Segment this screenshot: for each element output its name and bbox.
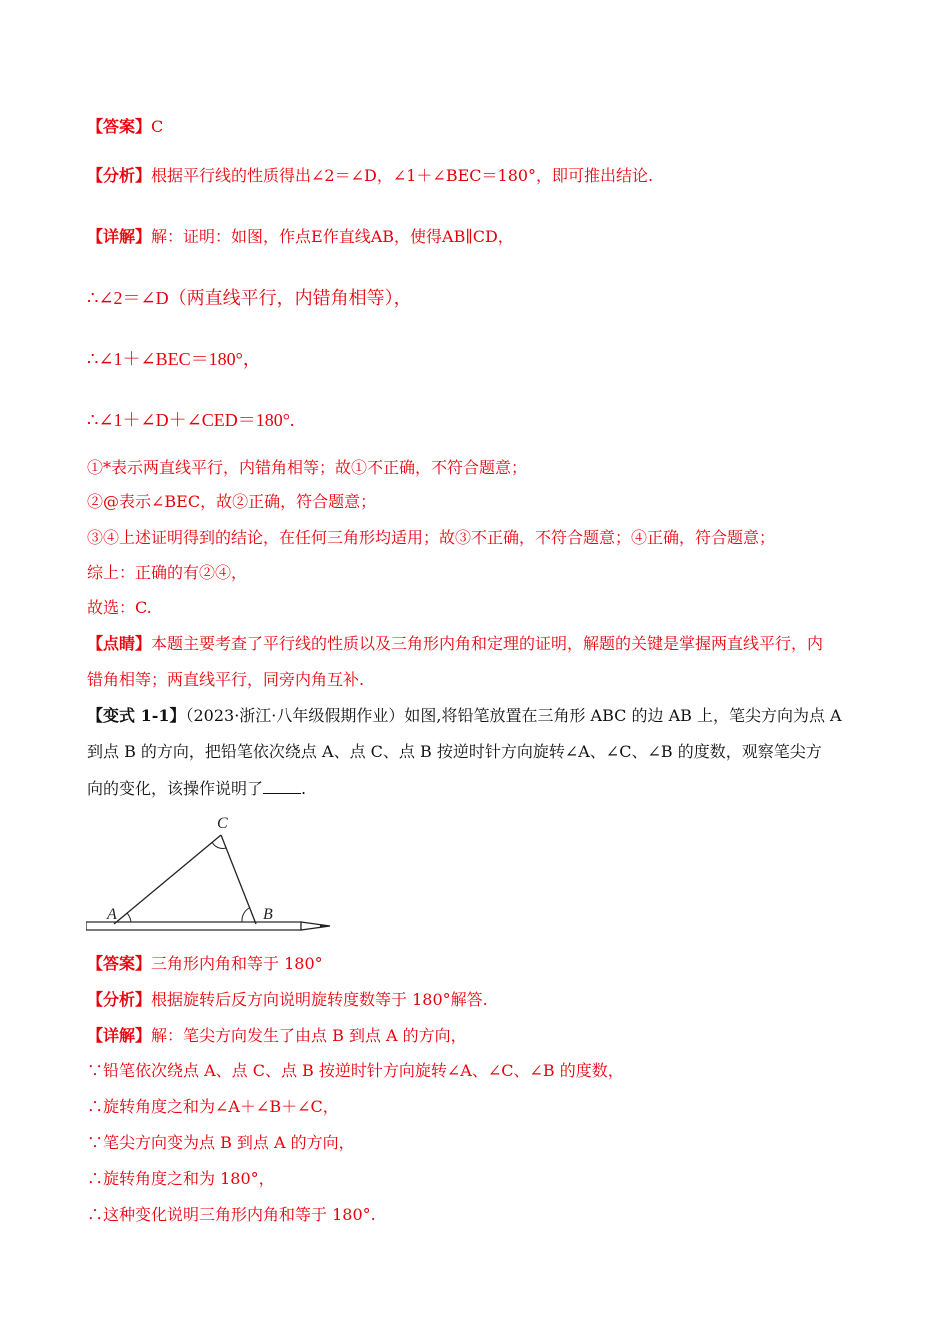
- proof-step-2: ∴∠1＋∠BEC＝180°，: [87, 349, 261, 369]
- detail2-label: 【详解】: [87, 1026, 152, 1045]
- label-b: B: [263, 906, 273, 923]
- proof-step-3: ∴∠1＋∠D＋∠CED＝180°.: [87, 410, 295, 430]
- tip-label: 【点睛】: [87, 634, 152, 653]
- tip-line-2: 错角相等；两直线平行，同旁内角互补.: [87, 670, 365, 689]
- angle-arc-a: [127, 913, 131, 922]
- detail2-text: 解：笔尖方向发生了由点 B 到点 A 的方向，: [151, 1026, 467, 1045]
- detail-text: 解：证明：如图，作点E作直线AB，使得AB∥CD，: [151, 227, 514, 246]
- analysis2-line: [87, 990, 488, 1010]
- label-c: C: [217, 815, 228, 832]
- solution-step-5: ∴这种变化说明三角形内角和等于 180°.: [87, 1205, 376, 1224]
- side-cb: [221, 835, 256, 924]
- solution-step-4: ∴旋转角度之和为 180°，: [87, 1169, 275, 1188]
- side-ac: [114, 835, 221, 924]
- problem-line-3: [87, 779, 306, 799]
- answer-label: 【答案】: [87, 117, 152, 136]
- pencil-icon: [86, 922, 330, 930]
- solution-step-1: ∵铅笔依次绕点 A、点 C、点 B 按逆时针方向旋转∠A、∠C、∠B 的度数，: [87, 1061, 624, 1080]
- tip-line-1: [87, 634, 823, 654]
- detail2-line: [87, 1026, 467, 1046]
- detail-line: [87, 227, 514, 247]
- solution-step-2: ∴旋转角度之和为∠A＋∠B＋∠C，: [87, 1097, 339, 1116]
- judgement-1: ①*表示两直线平行，内错角相等；故①不正确，不符合题意；: [87, 458, 528, 477]
- answer2-label: 【答案】: [87, 954, 152, 973]
- judgement-3: ③④上述证明得到的结论，在任何三角形均适用；故③不正确，不符合题意；④正确，符合题意；: [87, 528, 776, 547]
- solution-step-3: ∵笔尖方向变为点 B 到点 A 的方向，: [87, 1133, 355, 1152]
- analysis-text: 根据平行线的性质得出∠2＝∠D，∠1＋∠BEC＝180°，即可推出结论.: [151, 166, 654, 185]
- analysis2-label: 【分析】: [87, 990, 152, 1009]
- label-a: A: [107, 906, 117, 923]
- tip-text-1: 本题主要考查了平行线的性质以及三角形内角和定理的证明，解题的关键是掌握两直线平行，内: [151, 634, 824, 653]
- proof-step-1: ∴∠2＝∠D（两直线平行，内错角相等），: [87, 288, 412, 308]
- choice-line: 故选：C.: [87, 598, 152, 617]
- problem-text-1: （2023·浙江·八年级假期作业）如图,将铅笔放置在三角形 ABC 的边 AB 上，笔尖方向为点 A: [185, 706, 842, 725]
- detail-label: 【详解】: [87, 227, 152, 246]
- analysis-label: 【分析】: [87, 166, 152, 185]
- answer2-text: 三角形内角和等于 180°: [151, 954, 323, 973]
- problem-text-3: 向的变化，该操作说明了: [87, 779, 264, 798]
- summary-line: 综上：正确的有②④，: [87, 563, 248, 582]
- analysis2-text: 根据旋转后反方向说明旋转度数等于 180°解答.: [151, 990, 488, 1009]
- angle-arc-b: [242, 908, 249, 922]
- problem-line-1: [87, 706, 842, 726]
- triangle-pencil-figure: [86, 808, 336, 938]
- answer2-line: [87, 954, 323, 974]
- answer-value: C: [151, 117, 164, 136]
- problem-line-2: 到点 B 的方向，把铅笔依次绕点 A、点 C、点 B 按逆时针方向旋转∠A、∠C、∠B 的度数，观察笔尖方: [87, 742, 822, 761]
- analysis-line: [87, 166, 653, 186]
- problem-end: .: [301, 779, 307, 798]
- problem-label: 【变式 1-1】: [87, 706, 186, 725]
- answer-line: [87, 117, 163, 137]
- answer-blank: [263, 779, 301, 794]
- judgement-2: ②@表示∠BEC，故②正确，符合题意；: [87, 492, 377, 511]
